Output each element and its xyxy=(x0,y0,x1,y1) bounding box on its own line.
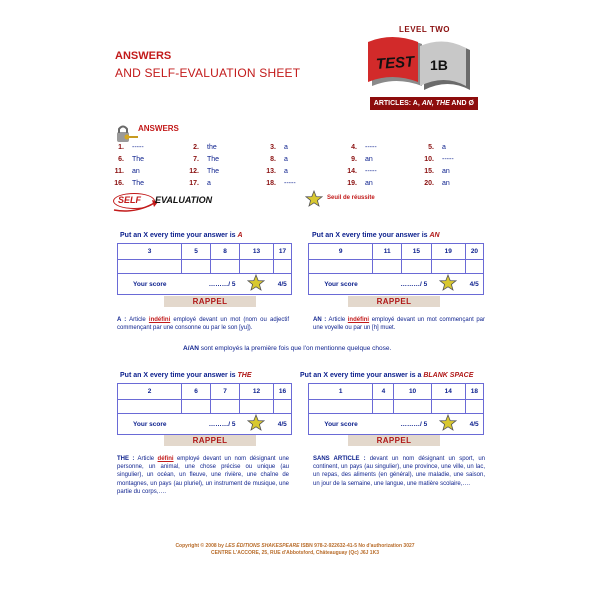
checkbox-cell[interactable] xyxy=(431,400,465,414)
answer-item xyxy=(262,168,288,175)
answer-number: 15. xyxy=(424,168,434,175)
star-icon xyxy=(247,414,265,432)
score-label: Your score xyxy=(309,274,373,295)
question-number: 3 xyxy=(118,244,182,260)
checkbox-cell[interactable] xyxy=(182,400,211,414)
answer-number: 18. xyxy=(266,180,276,187)
checkbox-cell[interactable] xyxy=(309,400,373,414)
question-number: 13 xyxy=(240,244,274,260)
level-label: LEVEL TWO xyxy=(399,25,451,34)
answer-value: The xyxy=(132,156,145,163)
question-blank-header: Put an X every time your answer is a BLANK SPACE xyxy=(300,372,474,379)
checkbox-cell[interactable] xyxy=(211,400,240,414)
score-input[interactable]: ………/ 5 xyxy=(182,274,240,295)
checkbox-cell[interactable] xyxy=(431,260,465,274)
score-label: Your score xyxy=(309,414,373,435)
answer-number: 8. xyxy=(270,156,276,163)
checkbox-cell[interactable] xyxy=(211,260,240,274)
question-number: 19 xyxy=(431,244,465,260)
checkbox-cell[interactable] xyxy=(240,400,274,414)
answer-number: 3. xyxy=(270,144,276,151)
checkbox-cell[interactable] xyxy=(394,400,431,414)
answer-number: 6. xyxy=(118,156,124,163)
checkbox-cell[interactable] xyxy=(273,400,291,414)
question-number: 17 xyxy=(273,244,291,260)
score-table-the xyxy=(117,383,292,435)
answer-item xyxy=(343,156,373,163)
answer-item xyxy=(110,156,144,163)
answer-value: ----- xyxy=(365,144,377,151)
checkbox-cell[interactable] xyxy=(273,260,291,274)
checkbox-cell[interactable] xyxy=(373,260,401,274)
answer-item xyxy=(185,180,211,187)
question-number: 16 xyxy=(273,384,291,400)
question-number: 10 xyxy=(394,384,431,400)
answer-number: 11. xyxy=(114,168,124,175)
star-icon xyxy=(305,190,323,208)
success-threshold-label: Seuil de réussite xyxy=(327,195,375,201)
question-number: 15 xyxy=(401,244,431,260)
answer-number: 5. xyxy=(428,144,434,151)
answer-value: a xyxy=(284,144,288,151)
answer-item xyxy=(110,180,144,187)
answers-heading: ANSWERS xyxy=(138,124,179,133)
answer-number: 1. xyxy=(118,144,124,151)
answer-value: an xyxy=(365,180,373,187)
answer-number: 4. xyxy=(351,144,357,151)
answer-item xyxy=(110,168,140,175)
question-number: 4 xyxy=(373,384,394,400)
answer-value: ----- xyxy=(365,168,377,175)
answer-number: 17. xyxy=(189,180,199,187)
rappel-label-a: RAPPEL xyxy=(164,296,256,307)
answer-number: 12. xyxy=(189,168,199,175)
answer-value: a xyxy=(442,144,446,151)
answer-number: 14. xyxy=(347,168,357,175)
footer-address: CENTRE L'ACCORE, 25, RUE d'Abbotsford, Châteauguay (Qc) J6J 1K3 xyxy=(211,550,379,556)
answer-item xyxy=(343,168,377,175)
answer-value: The xyxy=(207,168,220,175)
star-cell xyxy=(240,274,274,295)
answer-item xyxy=(185,144,217,151)
checkbox-cell[interactable] xyxy=(465,400,483,414)
checkbox-cell[interactable] xyxy=(309,260,373,274)
star-icon xyxy=(439,274,457,292)
rappel-label-an: RAPPEL xyxy=(348,296,440,307)
answer-value: an xyxy=(442,180,450,187)
answer-number: 7. xyxy=(193,156,199,163)
answer-item xyxy=(185,156,219,163)
answer-item xyxy=(420,180,450,187)
checkbox-cell[interactable] xyxy=(182,260,211,274)
answer-value: The xyxy=(207,156,220,163)
evaluation-label: EVALUATION xyxy=(155,195,213,205)
question-number: 14 xyxy=(431,384,465,400)
score-label: Your score xyxy=(118,274,182,295)
checkbox-cell[interactable] xyxy=(118,260,182,274)
question-number: 7 xyxy=(211,384,240,400)
question-number: 11 xyxy=(373,244,401,260)
question-number: 18 xyxy=(465,384,483,400)
answer-item xyxy=(262,180,296,187)
self-label: SELF xyxy=(118,195,142,205)
badge-test-text: TEST xyxy=(375,53,415,74)
star-cell xyxy=(431,274,465,295)
score-table-blank xyxy=(308,383,484,435)
question-number: 12 xyxy=(240,384,274,400)
checkbox-cell[interactable] xyxy=(401,260,431,274)
question-number: 9 xyxy=(309,244,373,260)
answer-number: 9. xyxy=(351,156,357,163)
answer-item xyxy=(185,168,219,175)
answer-item xyxy=(420,144,446,151)
page-subtitle: AND SELF-EVALUATION SHEET xyxy=(115,66,301,80)
checkbox-cell[interactable] xyxy=(118,400,182,414)
score-input[interactable]: ………/ 5 xyxy=(182,414,240,435)
page-title-answers: ANSWERS xyxy=(115,50,172,62)
score-max: 4/5 xyxy=(273,414,291,435)
answer-number: 19. xyxy=(347,180,357,187)
question-the-header: Put an X every time your answer is THE xyxy=(120,372,252,379)
score-label: Your score xyxy=(118,414,182,435)
question-a-header: Put an X every time your answer is A xyxy=(120,232,243,239)
score-max: 4/5 xyxy=(465,274,483,295)
note-an: AN : Article indéfini employé devant un mot commençant par une voyelle ou par un [h] muet. xyxy=(313,317,485,332)
note-blank: SANS ARTICLE : devant un nom désignant un sport, un continent, un pays (au singulier), une province, une ville, un lac, un repas, des aliments (en général), une maladie, une saison, un jour de la semaine, une langue, une matière scolaire,…. xyxy=(313,456,485,487)
star-icon xyxy=(247,274,265,292)
answer-number: 10. xyxy=(424,156,434,163)
score-table-an xyxy=(308,243,484,295)
answer-number: 13. xyxy=(266,168,276,175)
answer-value: an xyxy=(442,168,450,175)
answer-item xyxy=(343,144,377,151)
a-an-note: A/AN sont employés la première fois que l'on mentionne quelque chose. xyxy=(183,345,392,352)
answer-value: an xyxy=(132,168,140,175)
checkbox-cell[interactable] xyxy=(465,260,483,274)
answer-value: a xyxy=(207,180,211,187)
question-number: 1 xyxy=(309,384,373,400)
question-number: 20 xyxy=(465,244,483,260)
score-max: 4/5 xyxy=(273,274,291,295)
score-input[interactable]: ………/ 5 xyxy=(373,414,431,435)
star-cell xyxy=(431,414,465,435)
padlock-key-icon xyxy=(115,124,139,144)
rappel-label-the: RAPPEL xyxy=(164,435,256,446)
answer-item xyxy=(262,144,288,151)
answer-item xyxy=(420,156,454,163)
articles-banner: ARTICLES: A, AN, THE AND Ø xyxy=(370,97,478,110)
answer-value: a xyxy=(284,168,288,175)
score-input[interactable]: ………/ 5 xyxy=(373,274,431,295)
answer-value: The xyxy=(132,180,145,187)
question-number: 5 xyxy=(182,244,211,260)
answer-number: 16. xyxy=(114,180,124,187)
score-max: 4/5 xyxy=(465,414,483,435)
answer-number: 2. xyxy=(193,144,199,151)
badge-code-text: 1B xyxy=(430,57,448,73)
score-table-a xyxy=(117,243,292,295)
question-number: 2 xyxy=(118,384,182,400)
answer-value: ----- xyxy=(284,180,296,187)
test-badge-icon xyxy=(366,34,478,96)
question-number: 6 xyxy=(182,384,211,400)
note-the: THE : Article défini employé devant un nom désignant une personne, un animal, une chose précise ou unique (au singulier), un océan, un fleuve, une rivière, une chaîne de montagnes, un pays (au pluriel), un instrument de musique, une partie du corps,…. xyxy=(117,456,289,495)
note-a: A : Article indéfini employé devant un mot (nom ou adjectif commençant par une consonne ou par le son [yu]). xyxy=(117,317,289,332)
answer-item xyxy=(110,144,144,151)
question-number: 8 xyxy=(211,244,240,260)
star-icon xyxy=(439,414,457,432)
question-an-header: Put an X every time your answer is AN xyxy=(312,232,440,239)
answer-number: 20. xyxy=(424,180,434,187)
answer-item xyxy=(262,156,288,163)
answer-value: ----- xyxy=(442,156,454,163)
answer-item xyxy=(420,168,450,175)
answer-item xyxy=(343,180,373,187)
checkbox-cell[interactable] xyxy=(240,260,274,274)
answer-value: a xyxy=(284,156,288,163)
answer-value: ----- xyxy=(132,144,144,151)
star-cell xyxy=(240,414,274,435)
footer-copyright: Copyright © 2008 by LES ÉDITIONS SHAKESPEARE ISBN 978-2-922632-41-5 No d'authorization 3027 xyxy=(175,543,415,549)
answer-value: an xyxy=(365,156,373,163)
checkbox-cell[interactable] xyxy=(373,400,394,414)
rappel-label-blank: RAPPEL xyxy=(348,435,440,446)
answer-value: the xyxy=(207,144,217,151)
